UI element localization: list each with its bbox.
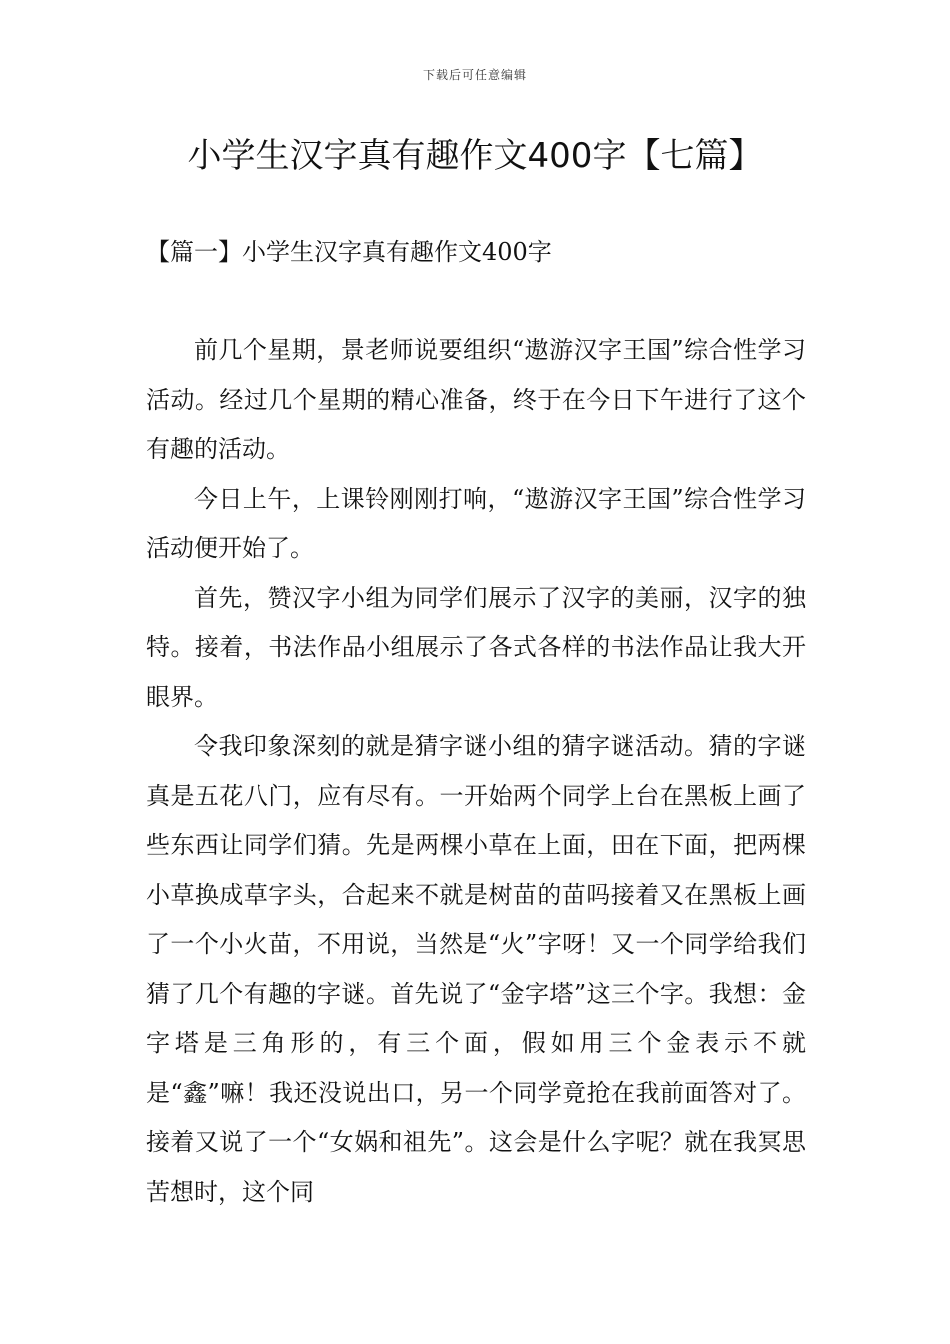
paragraph: 令我印象深刻的就是猜字谜小组的猜字谜活动。猜的字谜真是五花八门，应有尽有。一开始两个同学上台在黑板上画了些东西让同学们猜。先是两棵小草在上面，田在下面，把两棵小草换成草字头，合起来不就是树苗的苗吗接着又在黑板上画了一个小火苗，不用说，当然是“火”字呀！又一个同学给我们猜了几个有趣的字谜。首先说了“金字塔”这三个字。我想：金字塔是三角形的，有三个面，假如用三个金表示不就是“鑫”嘛！我还没说出口，另一个同学竟抢在我前面答对了。接着又说了一个“女娲和祖先”。这会是什么字呢？就在我冥思苦想时，这个同: [146, 732, 806, 1206]
document-title: 小学生汉字真有趣作文400字【七篇】: [187, 136, 763, 176]
paragraph: 首先，赞汉字小组为同学们展示了汉字的美丽，汉字的独特。接着，书法作品小组展示了各式各样的书法作品让我大开眼界。: [146, 583, 806, 711]
section-heading: 【篇一】小学生汉字真有趣作文400字: [146, 238, 552, 266]
header-note: 下载后可任意编辑: [422, 68, 527, 82]
paragraph: 前几个星期，景老师说要组织“遨游汉字王国”综合性学习活动。经过几个星期的精心准备，终于在今日下午进行了这个有趣的活动。: [146, 336, 806, 463]
paragraph: 今日上午，上课铃刚刚打响，“遨游汉字王国”综合性学习活动便开始了。: [146, 484, 806, 562]
document-body: [146, 326, 806, 1217]
